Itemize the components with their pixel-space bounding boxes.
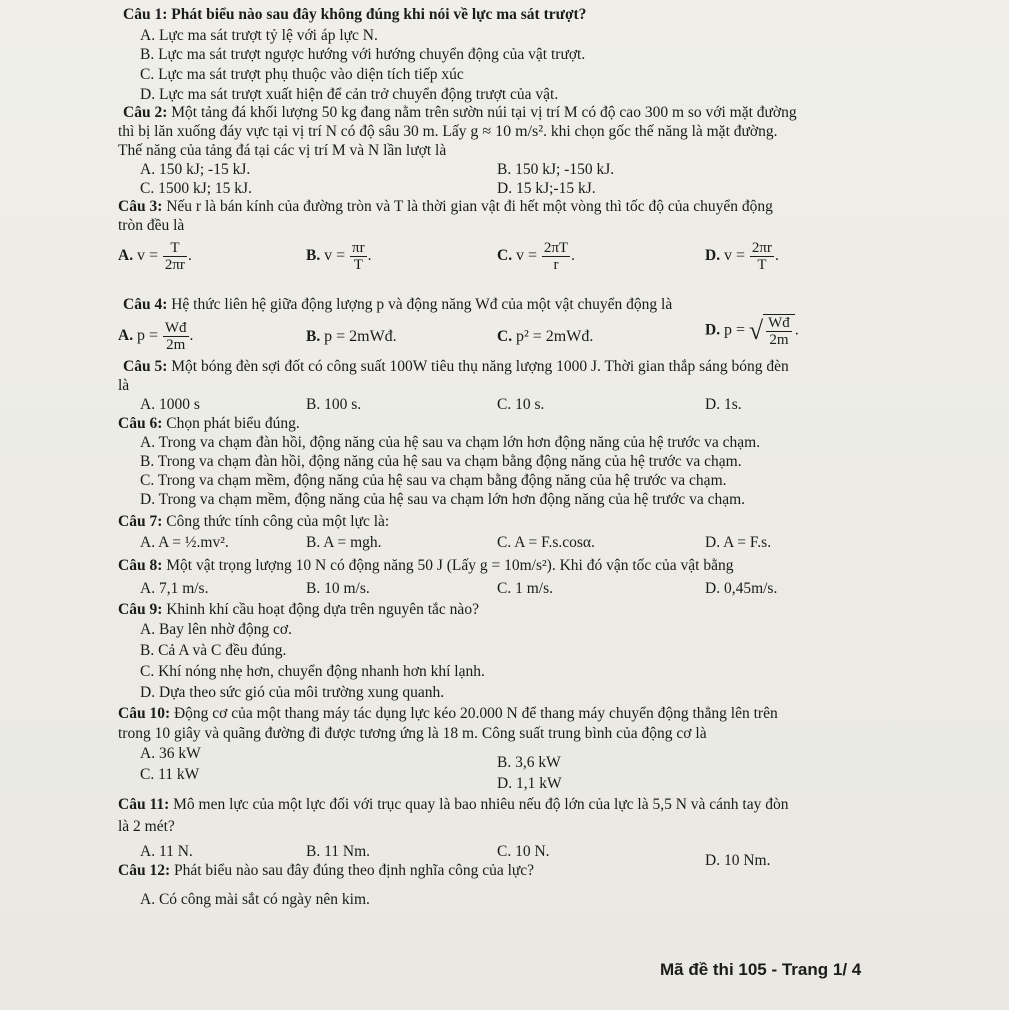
q8-stem: Câu 8: Một vật trọng lượng 10 N có động năng 50 J (Lấy g = 10m/s²). Khi đó vận tốc của vật bằng bbox=[118, 557, 734, 574]
q5-option-b: B. 100 s. bbox=[306, 396, 362, 413]
q8-option-d: D. 0,45m/s. bbox=[705, 580, 778, 597]
q11-stem-1: Câu 11: Mô men lực của một lực đối với trục quay là bao nhiêu nếu độ lớn của lực là 5,5 N và cánh tay đòn bbox=[118, 796, 789, 813]
q3-option-d: D. v = $\frac{2\pi r}{T}$ . bbox=[705, 240, 779, 273]
q7-option-b: B. A = mgh. bbox=[306, 534, 382, 551]
q9-option-c: C. Khí nóng nhẹ hơn, chuyển động nhanh hơn khí lạnh. bbox=[140, 663, 485, 680]
q11-stem-2: là 2 mét? bbox=[118, 818, 175, 835]
q4-option-a: A. p = $\frac{Wđ}{2m}$ . bbox=[118, 320, 194, 353]
q11-option-a: A. 11 N. bbox=[140, 843, 193, 860]
q4-option-c: C. p² = 2mWđ. bbox=[497, 328, 594, 345]
q3-option-c: C. v = $\frac{2\pi T}{r}$ . bbox=[497, 240, 575, 273]
q9-option-a: A. Bay lên nhờ động cơ. bbox=[140, 621, 292, 638]
q5-option-d: D. 1s. bbox=[705, 396, 742, 413]
q1-option-a: A. Lực ma sát trượt tỷ lệ với áp lực N. bbox=[140, 27, 378, 44]
q7-stem: Câu 7: Công thức tính công của một lực là: bbox=[118, 513, 390, 530]
q1-stem: Câu 1: Phát biểu nào sau đây không đúng khi nói về lực ma sát trượt? bbox=[123, 6, 587, 23]
q10-option-d: D. 1,1 kW bbox=[497, 775, 562, 792]
q2-option-b: B. 150 kJ; -150 kJ. bbox=[497, 161, 615, 178]
q6-option-c: C. Trong va chạm mềm, động năng của hệ sau va chạm bằng động năng của hệ trước va chạm. bbox=[140, 472, 727, 489]
q7-option-a: A. A = ½.mv². bbox=[140, 534, 229, 551]
q4-option-b: B. p = 2mWđ. bbox=[306, 328, 397, 345]
q2-option-c: C. 1500 kJ; 15 kJ. bbox=[140, 180, 252, 197]
q5-stem-2: là bbox=[118, 377, 130, 394]
q5-stem-1: Câu 5: Một bóng đèn sợi đốt có công suất 100W tiêu thụ năng lượng 1000 J. Thời gian thắp sáng bóng đèn bbox=[123, 358, 789, 375]
q10-stem-2: trong 10 giây và quãng đường đi được tương ứng là 18 m. Công suất trung bình của động cơ là bbox=[118, 725, 707, 742]
q9-stem: Câu 9: Khinh khí cầu hoạt động dựa trên nguyên tắc nào? bbox=[118, 601, 479, 618]
q1-option-d: D. Lực ma sát trượt xuất hiện để cản trở chuyển động trượt của vật. bbox=[140, 86, 559, 103]
q6-stem: Câu 6: Chọn phát biểu đúng. bbox=[118, 415, 300, 432]
q2-stem-1: Câu 2: Một tảng đá khối lượng 50 kg đang nằm trên sườn núi tại vị trí M có độ cao 300 m so với mặt đường bbox=[123, 104, 797, 121]
q10-option-b: B. 3,6 kW bbox=[497, 754, 561, 771]
q10-option-a: A. 36 kW bbox=[140, 745, 201, 762]
q6-option-b: B. Trong va chạm đàn hồi, động năng của hệ sau va chạm bằng động năng của hệ trước va chạm. bbox=[140, 453, 742, 470]
q11-option-c: C. 10 N. bbox=[497, 843, 550, 860]
q2-option-a: A. 150 kJ; -15 kJ. bbox=[140, 161, 251, 178]
q11-option-b: B. 11 Nm. bbox=[306, 843, 371, 860]
q10-stem-1: Câu 10: Động cơ của một thang máy tác dụng lực kéo 20.000 N để thang máy chuyển động thẳng lên trên bbox=[118, 705, 778, 722]
q4-stem: Câu 4: Hệ thức liên hệ giữa động lượng p và động năng Wđ của một vật chuyển động là bbox=[123, 296, 673, 313]
q8-option-c: C. 1 m/s. bbox=[497, 580, 553, 597]
q4-option-d: D. p = √ $\frac{Wđ}{2m}$ . bbox=[705, 315, 799, 348]
q6-option-d: D. Trong va chạm mềm, động năng của hệ sau va chạm lớn hơn động năng của hệ trước va chạm. bbox=[140, 491, 746, 508]
q8-option-b: B. 10 m/s. bbox=[306, 580, 370, 597]
q1-option-c: C. Lực ma sát trượt phụ thuộc vào diện tích tiếp xúc bbox=[140, 66, 464, 83]
q12-option-a: A. Có công mài sắt có ngày nên kim. bbox=[140, 891, 370, 908]
q10-option-c: C. 11 kW bbox=[140, 766, 200, 783]
q3-stem-2: tròn đều là bbox=[118, 217, 185, 234]
q9-option-b: B. Cả A và C đều đúng. bbox=[140, 642, 287, 659]
q6-option-a: A. Trong va chạm đàn hồi, động năng của hệ sau va chạm lớn hơn động năng của hệ trước va chạm. bbox=[140, 434, 761, 451]
q3-option-b: B. v = $\frac{\pi r}{T}$ . bbox=[306, 240, 372, 273]
q11-option-d: D. 10 Nm. bbox=[705, 852, 771, 869]
q7-option-d: D. A = F.s. bbox=[705, 534, 772, 551]
q12-stem: Câu 12: Phát biểu nào sau đây đúng theo định nghĩa công của lực? bbox=[118, 862, 535, 879]
q3-option-a: A. v = $\frac{T}{2\pi r}$ . bbox=[118, 240, 192, 273]
q9-option-d: D. Dựa theo sức gió của môi trường xung quanh. bbox=[140, 684, 445, 701]
q2-option-d: D. 15 kJ;-15 kJ. bbox=[497, 180, 596, 197]
q3-stem-1: Câu 3: Nếu r là bán kính của đường tròn và T là thời gian vật đi hết một vòng thì tốc độ của chuyển động bbox=[118, 198, 773, 215]
q5-option-c: C. 10 s. bbox=[497, 396, 545, 413]
q1-option-b: B. Lực ma sát trượt ngược hướng với hướng chuyển động của vật trượt. bbox=[140, 46, 586, 63]
q2-stem-3: Thế năng của tảng đá tại các vị trí M và N lần lượt là bbox=[118, 142, 447, 159]
q2-stem-2: thì bị lăn xuống đáy vực tại vị trí N có độ sâu 30 m. Lấy g ≈ 10 m/s². khi chọn gốc thế năng là mặt đường. bbox=[118, 123, 778, 140]
page-footer: Mã đề thi 105 - Trang 1/ 4 bbox=[660, 960, 862, 979]
q8-option-a: A. 7,1 m/s. bbox=[140, 580, 209, 597]
q7-option-c: C. A = F.s.cosα. bbox=[497, 534, 595, 551]
q5-option-a: A. 1000 s bbox=[140, 396, 200, 413]
